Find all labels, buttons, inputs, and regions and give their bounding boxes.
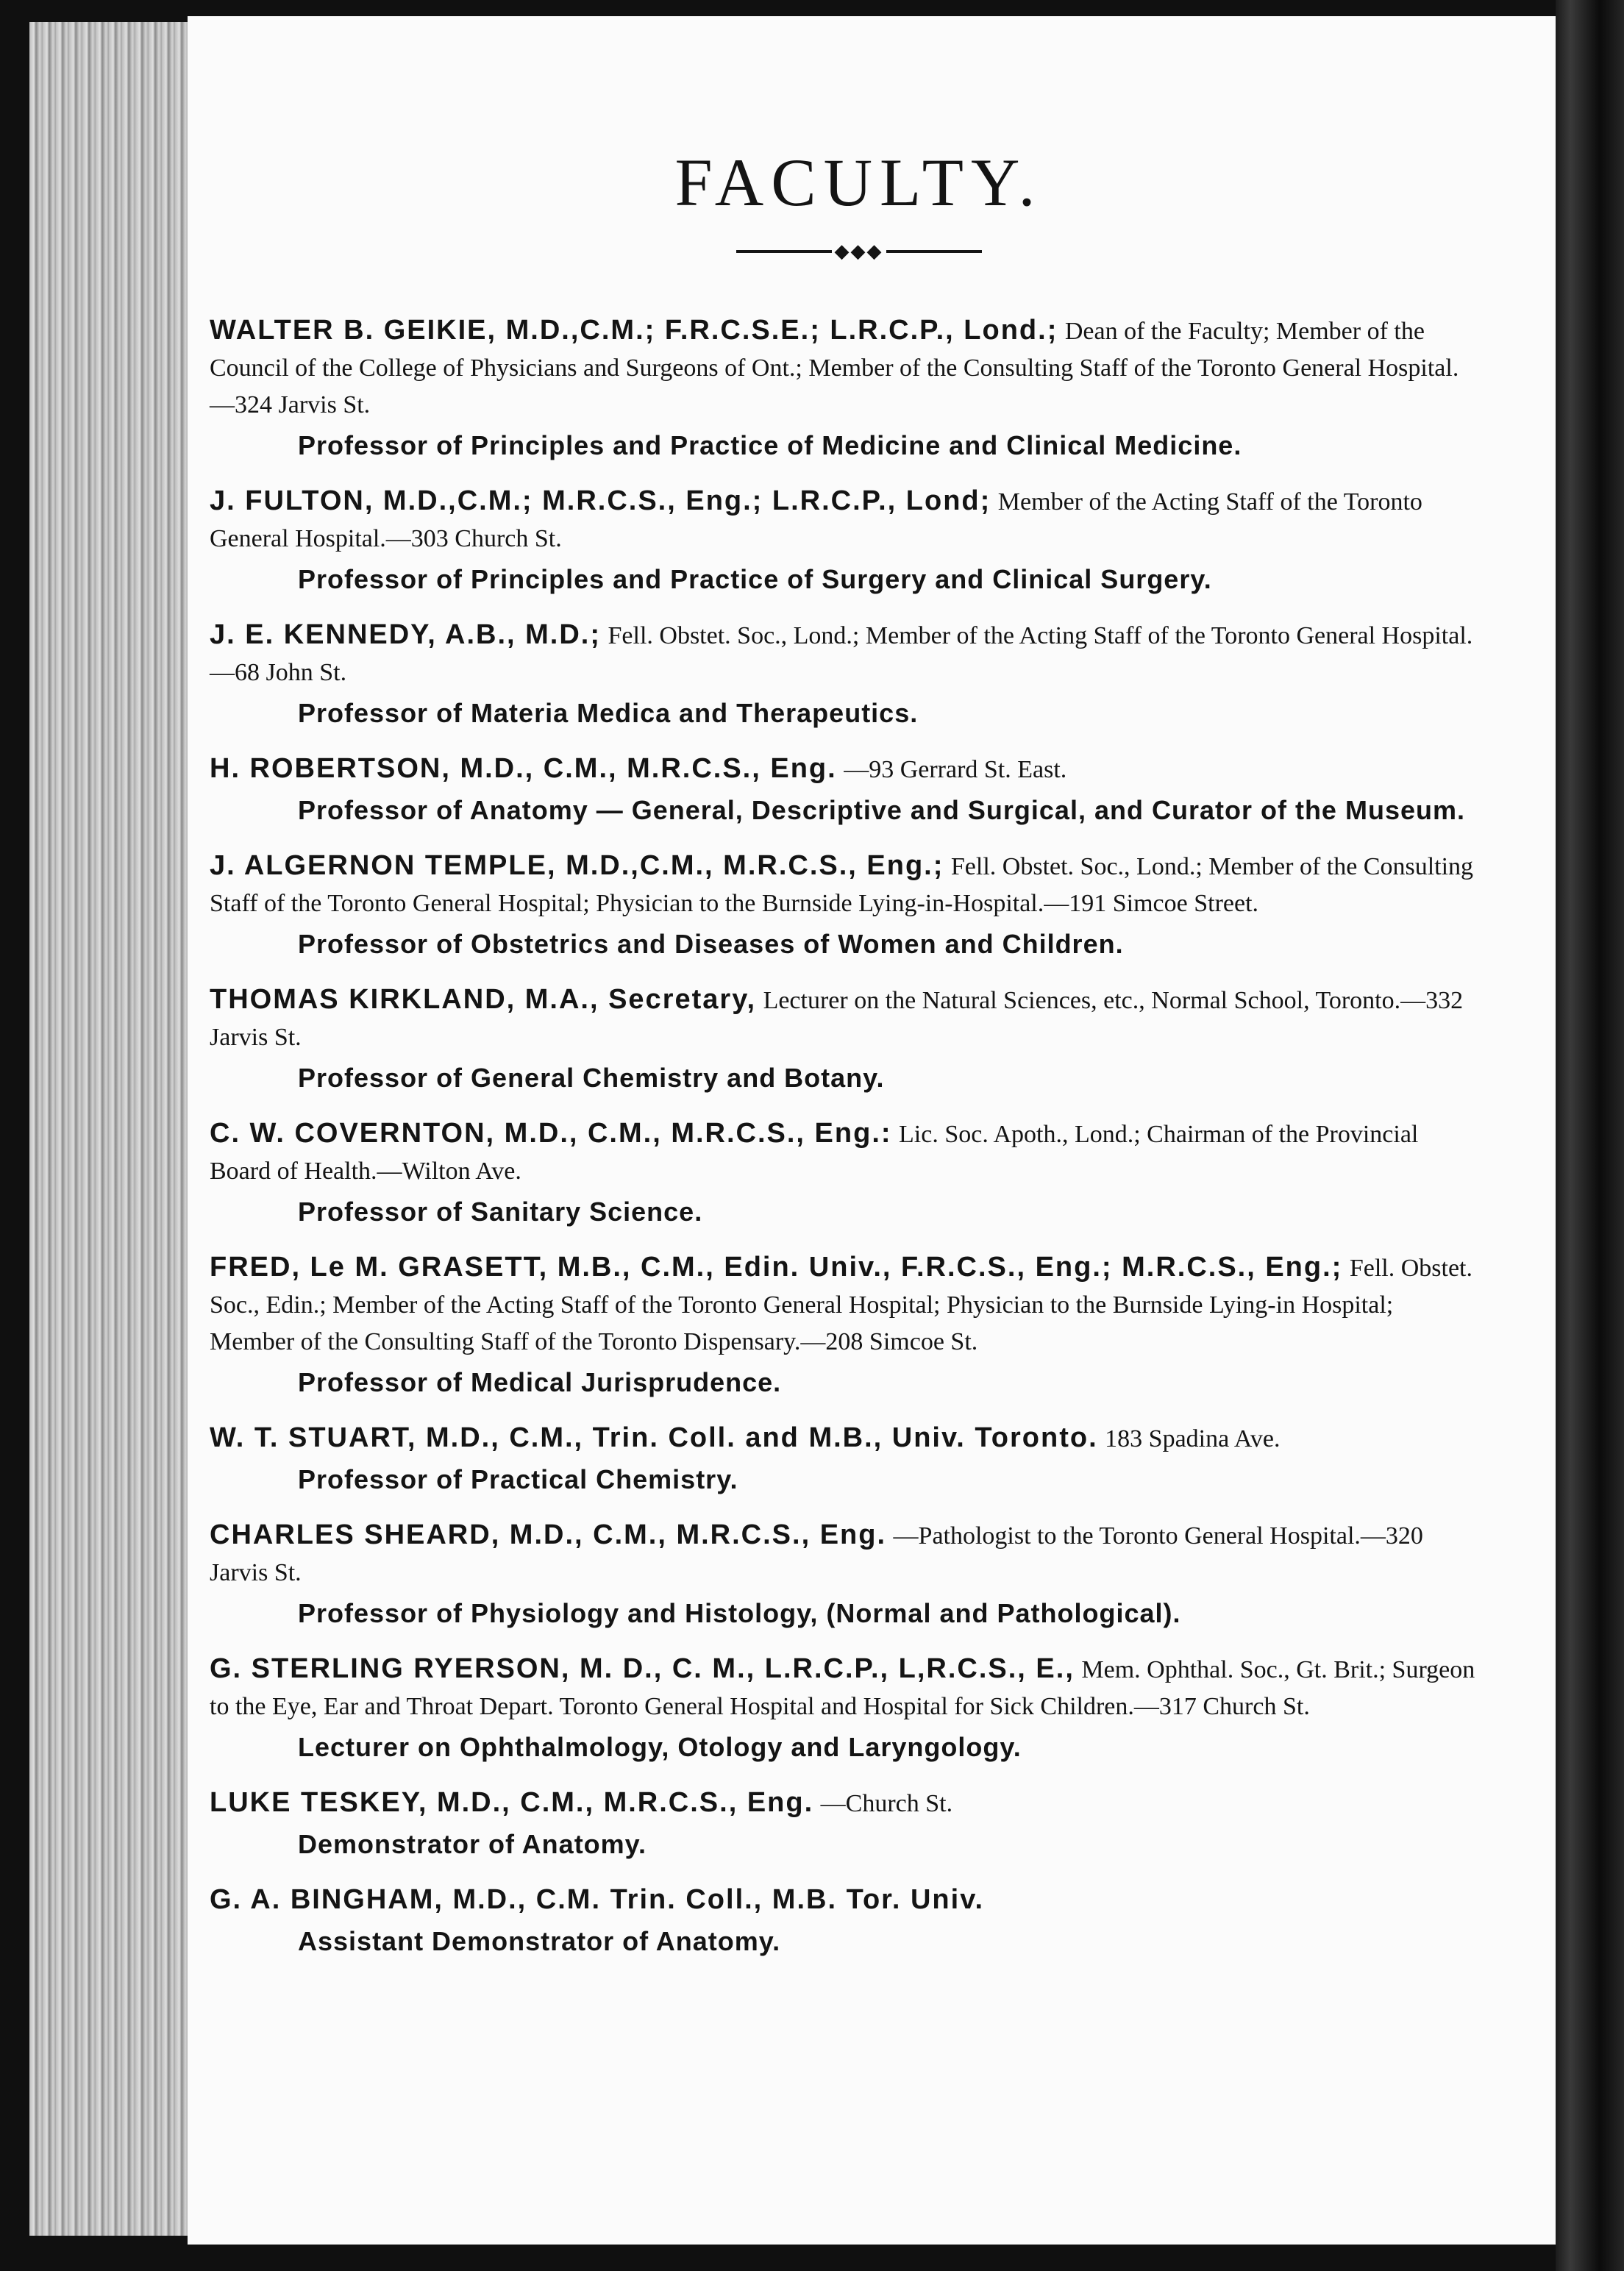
faculty-name: FRED, Le M. GRASETT, M.B., C.M., Edin. Univ., F.R.C.S., Eng.; M.R.C.S., Eng.; [210,1252,1343,1283]
faculty-entry [210,982,1478,1095]
faculty-role: Professor of Obstetrics and Diseases of Women and Children. [298,929,1124,959]
faculty-entry [210,751,1478,827]
faculty-entry [210,313,1478,463]
faculty-description: Lic. Soc. Apoth., Lond.; Chairman of the Provincial Board of Health.—Wilton Ave. [210,1121,1419,1185]
faculty-entry [210,1517,1478,1630]
faculty-name: J. E. KENNEDY, A.B., M.D.; [210,619,601,650]
title-ornament [210,242,1478,261]
faculty-name-line [210,483,1478,557]
book-binding-edge [1556,0,1624,2271]
faculty-role: Demonstrator of Anatomy. [298,1829,647,1859]
ornament-diamonds-icon: ◆◆◆ [834,240,883,262]
faculty-entry [210,1882,1478,1958]
faculty-entry [210,848,1478,961]
faculty-name: CHARLES SHEARD, M.D., C.M., M.R.C.S., Eng. [210,1519,887,1550]
faculty-name: THOMAS KIRKLAND, M.A., Secretary, [210,984,757,1015]
faculty-entries [210,313,1478,1958]
faculty-entry [210,1785,1478,1861]
faculty-name: H. ROBERTSON, M.D., C.M., M.R.C.S., Eng. [210,753,837,784]
faculty-role: Professor of Principles and Practice of Medicine and Clinical Medicine. [298,430,1242,460]
faculty-entry [210,1420,1478,1497]
faculty-role: Professor of Anatomy — General, Descriptive and Surgical, and Curator of the Museum. [298,795,1465,825]
faculty-name-line [210,1651,1478,1725]
faculty-name-line [210,982,1478,1055]
faculty-name-line [210,1882,1478,1919]
faculty-name-line [210,617,1478,691]
faculty-description: 183 Spadina Ave. [1105,1425,1281,1452]
faculty-role: Professor of Physiology and Histology, (Normal and Pathological). [298,1598,1181,1628]
faculty-description: Fell. Obstet. Soc., Lond.; Member of the Acting Staff of the Toronto General Hospital.—68 John St. [210,622,1473,686]
page-title: FACULTY. [674,145,1043,220]
faculty-role: Professor of General Chemistry and Botany. [298,1063,885,1093]
faculty-description: —93 Gerrard St. East. [844,756,1067,783]
faculty-name-line [210,848,1478,921]
faculty-description: Fell. Obstet. Soc., Edin.; Member of the Acting Staff of the Toronto General Hospital; Physician to the Burnside Lying-in Hospital; Member of the Consulting Staff of the Toronto Dispensary.—208 Simcoe St. [210,1255,1472,1355]
faculty-name-line [210,1420,1478,1457]
faculty-entry [210,483,1478,596]
faculty-description: Fell. Obstet. Soc., Lond.; Member of the Consulting Staff of the Toronto General Hospital; Physician to the Burnside Lying-in-Hospital.—191 Simcoe Street. [210,853,1474,917]
faculty-role: Professor of Sanitary Science. [298,1197,703,1227]
faculty-description: —Church St. [820,1790,953,1817]
faculty-role: Professor of Principles and Practice of Surgery and Clinical Surgery. [298,564,1212,594]
book-page-edges [29,22,195,2236]
ornament-rule-right [886,250,982,253]
faculty-role: Professor of Medical Jurisprudence. [298,1367,782,1397]
faculty-name-line [210,1785,1478,1822]
faculty-description: Lecturer on the Natural Sciences, etc., Normal School, Toronto.—332 Jarvis St. [210,987,1464,1051]
ornament-rule-left [736,250,832,253]
faculty-entry [210,617,1478,730]
faculty-name: J. FULTON, M.D.,C.M.; M.R.C.S., Eng.; L.R.C.P., Lond; [210,485,991,516]
faculty-name: G. STERLING RYERSON, M. D., C. M., L.R.C.P., L,R.C.S., E., [210,1653,1075,1684]
faculty-name-line [210,313,1478,423]
faculty-role: Professor of Materia Medica and Therapeutics. [298,698,919,728]
faculty-description: —Pathologist to the Toronto General Hospital.—320 Jarvis St. [210,1522,1423,1586]
faculty-description: Dean of the Faculty; Member of the Council of the College of Physicians and Surgeons of Ont.; Member of the Consulting Staff of the Toronto General Hospital.—324 Jarvis St. [210,318,1459,418]
faculty-name: WALTER B. GEIKIE, M.D.,C.M.; F.R.C.S.E.; L.R.C.P., Lond.; [210,315,1058,346]
faculty-entry [210,1249,1478,1400]
faculty-name-line [210,751,1478,788]
faculty-list-page [210,143,1478,1979]
faculty-entry [210,1116,1478,1229]
faculty-role: Assistant Demonstrator of Anatomy. [298,1926,781,1956]
faculty-name: LUKE TESKEY, M.D., C.M., M.R.C.S., Eng. [210,1787,814,1818]
faculty-entry [210,1651,1478,1764]
faculty-role: Professor of Practical Chemistry. [298,1464,738,1494]
faculty-name: G. A. BINGHAM, M.D., C.M. Trin. Coll., M.B. Tor. Univ. [210,1884,985,1915]
faculty-description: Member of the Acting Staff of the Toronto General Hospital.—303 Church St. [210,488,1422,552]
faculty-name: J. ALGERNON TEMPLE, M.D.,C.M., M.R.C.S., Eng.; [210,850,944,881]
faculty-name-line [210,1249,1478,1360]
faculty-name: C. W. COVERNTON, M.D., C.M., M.R.C.S., Eng.: [210,1118,892,1149]
faculty-name-line [210,1116,1478,1189]
faculty-name: W. T. STUART, M.D., C.M., Trin. Coll. and M.B., Univ. Toronto. [210,1422,1098,1453]
faculty-role: Lecturer on Ophthalmology, Otology and Laryngology. [298,1732,1022,1762]
faculty-name-line [210,1517,1478,1591]
faculty-description: Mem. Ophthal. Soc., Gt. Brit.; Surgeon to the Eye, Ear and Throat Depart. Toronto General Hospital and Hospital for Sick Children.—317 Church St. [210,1656,1475,1720]
